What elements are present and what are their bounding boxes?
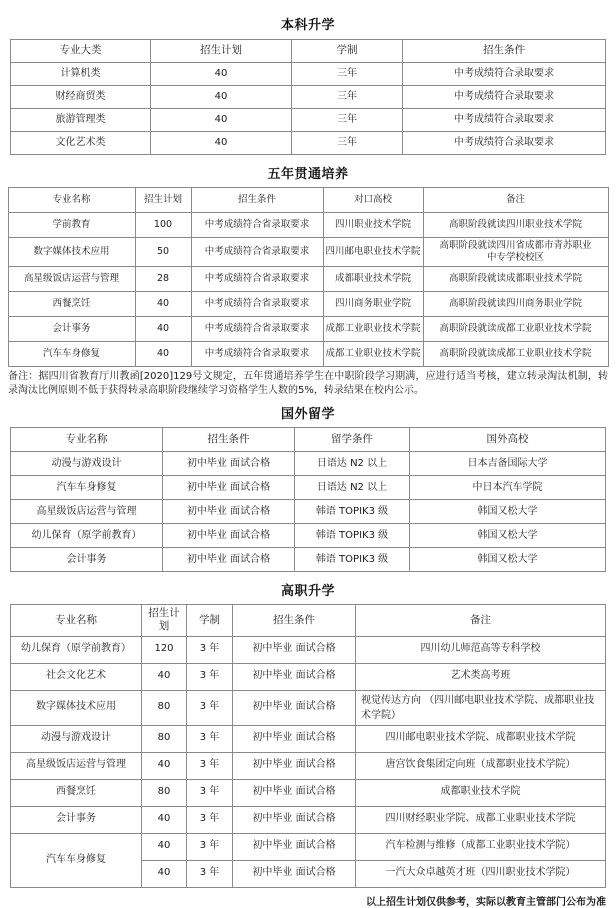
- cell-duration: 3 年: [187, 725, 233, 752]
- cell-condition: 中考成绩符合录取要求: [403, 63, 606, 86]
- cell-remark: 四川幼儿师范高等专科学校: [356, 636, 606, 663]
- cell-condition: 初中毕业 面试合格: [233, 636, 356, 663]
- table-row: [11, 524, 606, 548]
- note-wunian-guantong: 备注：据四川省教育厅川教函[2020]129号文规定，五年贯通培养学生在中职阶段学习期满，应进行适当考核，建立转录淘汰机制，转录淘汰比例原则不低于获得转录高职阶段继续学习资格学生人数的5%，转录结果在校内公示。: [8, 370, 608, 396]
- table-row: [11, 63, 606, 86]
- table-header-row: [11, 40, 606, 63]
- cell-plan: 80: [142, 725, 187, 752]
- cell-foreign-college: 韩国又松大学: [410, 548, 606, 572]
- cell-major: 高星级饭店运营与管理: [11, 752, 142, 779]
- table-row: [8, 238, 608, 267]
- cell-major: 数字媒体技术应用: [8, 238, 135, 267]
- cell-major: 高星级饭店运营与管理: [11, 500, 163, 524]
- cell-condition: 初中毕业 面试合格: [233, 752, 356, 779]
- table-row: [11, 752, 606, 779]
- cell-major: 学前教育: [8, 213, 135, 238]
- cell-condition: 中考成绩符合省录取要求: [191, 316, 323, 341]
- cell-plan: 40: [142, 663, 187, 690]
- cell-foreign-college: 韩国又松大学: [410, 500, 606, 524]
- col-header-major: 专业名称: [11, 605, 142, 636]
- cell-major: 会计事务: [11, 548, 163, 572]
- cell-condition: 初中毕业 面试合格: [163, 524, 295, 548]
- cell-condition: 初中毕业 面试合格: [163, 548, 295, 572]
- cell-remark: 汽车检测与维修（成都工业职业技术学院）: [356, 833, 606, 860]
- cell-plan: 80: [142, 690, 187, 725]
- col-header-partner-college: 对口高校: [323, 188, 423, 213]
- table-row: [11, 109, 606, 132]
- cell-major: 幼儿保育（原学前教育）: [11, 524, 163, 548]
- footnote-gaozhi: 以上招生计划仅供参考，实际以教育主管部门公布为准: [366, 896, 606, 908]
- table-row: [11, 548, 606, 572]
- col-header-major: 专业名称: [8, 188, 135, 213]
- table-row: [11, 452, 606, 476]
- cell-plan: 40: [135, 316, 191, 341]
- cell-remark: 四川邮电职业技术学院、成都职业技术学院: [356, 725, 606, 752]
- table-header-row: [11, 605, 606, 636]
- table-row: [11, 476, 606, 500]
- col-header-condition: 招生条件: [163, 428, 295, 452]
- cell-remark: 高职阶段就读四川商务职业学院: [423, 291, 608, 316]
- table-gaozhi-shengxue: [10, 604, 606, 887]
- table-row: [11, 500, 606, 524]
- cell-plan: 120: [142, 636, 187, 663]
- table-row: [11, 663, 606, 690]
- cell-condition: 初中毕业 面试合格: [233, 806, 356, 833]
- cell-major: 会计事务: [8, 316, 135, 341]
- cell-plan: 50: [135, 238, 191, 267]
- cell-condition: 中考成绩符合省录取要求: [191, 266, 323, 291]
- cell-condition: 初中毕业 面试合格: [233, 833, 356, 860]
- cell-plan: 40: [142, 752, 187, 779]
- cell-partner-college: 成都职业技术学院: [323, 266, 423, 291]
- table-row: [11, 86, 606, 109]
- table-row: [8, 341, 608, 366]
- cell-major: 财经商贸类: [11, 86, 151, 109]
- cell-plan: 100: [135, 213, 191, 238]
- cell-plan: 28: [135, 266, 191, 291]
- cell-major: 西餐烹饪: [11, 779, 142, 806]
- cell-remark: 高职阶段就读成都工业职业技术学院: [423, 316, 608, 341]
- table-row: [8, 291, 608, 316]
- cell-plan: 40: [151, 63, 292, 86]
- cell-partner-college: 四川商务职业学院: [323, 291, 423, 316]
- cell-plan: 80: [142, 779, 187, 806]
- col-header-plan: 招生计划: [142, 605, 187, 636]
- table-row: [11, 725, 606, 752]
- cell-study-abroad-condition: 韩语 TOPIK3 级: [295, 548, 410, 572]
- cell-plan: 40: [142, 833, 187, 860]
- cell-study-abroad-condition: 日语达 N2 以上: [295, 452, 410, 476]
- cell-condition: 中考成绩符合省录取要求: [191, 238, 323, 267]
- table-row: [8, 213, 608, 238]
- cell-plan: 40: [151, 109, 292, 132]
- cell-major: 数字媒体技术应用: [11, 690, 142, 725]
- cell-remark: 高职阶段就读四川职业技术学院: [423, 213, 608, 238]
- cell-major: 汽车车身修复: [11, 833, 142, 887]
- cell-study-abroad-condition: 韩语 TOPIK3 级: [295, 524, 410, 548]
- cell-duration: 3 年: [187, 806, 233, 833]
- cell-foreign-college: 日本吉备国际大学: [410, 452, 606, 476]
- table-header-row: [8, 188, 608, 213]
- cell-condition: 中考成绩符合省录取要求: [191, 213, 323, 238]
- section-title-wunian: 五年贯通培养: [267, 167, 349, 182]
- cell-major: 高星级饭店运营与管理: [8, 266, 135, 291]
- cell-duration: 三年: [292, 132, 403, 155]
- cell-condition: 初中毕业 面试合格: [233, 779, 356, 806]
- cell-duration: 三年: [292, 109, 403, 132]
- table-benke-shengxue: [10, 39, 606, 155]
- cell-major: 文化艺术类: [11, 132, 151, 155]
- col-header-plan: 招生计划: [151, 40, 292, 63]
- table-row: [8, 266, 608, 291]
- cell-duration: 3 年: [187, 752, 233, 779]
- table-row: [11, 806, 606, 833]
- cell-condition: 初中毕业 面试合格: [233, 725, 356, 752]
- table-row: [8, 316, 608, 341]
- cell-major: 汽车车身修复: [8, 341, 135, 366]
- cell-major: 旅游管理类: [11, 109, 151, 132]
- cell-plan: 40: [135, 291, 191, 316]
- cell-major: 动漫与游戏设计: [11, 452, 163, 476]
- table-header-row: [11, 428, 606, 452]
- table-row: [11, 833, 606, 860]
- cell-duration: 3 年: [187, 860, 233, 887]
- cell-duration: 三年: [292, 63, 403, 86]
- cell-duration: 3 年: [187, 833, 233, 860]
- cell-major: 动漫与游戏设计: [11, 725, 142, 752]
- cell-duration: 3 年: [187, 690, 233, 725]
- cell-duration: 3 年: [187, 636, 233, 663]
- spacer: [0, 155, 616, 163]
- col-header-duration: 学制: [187, 605, 233, 636]
- cell-remark: 一汽大众卓越英才班（四川职业技术学院）: [356, 860, 606, 887]
- cell-remark: 高职阶段就读成都工业职业技术学院: [423, 341, 608, 366]
- cell-duration: 3 年: [187, 779, 233, 806]
- cell-duration: 三年: [292, 86, 403, 109]
- cell-major: 幼儿保育（原学前教育）: [11, 636, 142, 663]
- cell-duration: 3 年: [187, 663, 233, 690]
- cell-major: 计算机类: [11, 63, 151, 86]
- cell-foreign-college: 韩国又松大学: [410, 524, 606, 548]
- cell-partner-college: 成都工业职业技术学院: [323, 316, 423, 341]
- section-title-gaozhi: 高职升学: [280, 584, 335, 600]
- cell-condition: 初中毕业 面试合格: [233, 690, 356, 725]
- section-title-benke: 本科升学: [280, 18, 335, 33]
- cell-plan: 40: [135, 341, 191, 366]
- cell-condition: 初中毕业 面试合格: [233, 860, 356, 887]
- col-header-condition: 招生条件: [191, 188, 323, 213]
- col-header-major: 专业名称: [11, 428, 163, 452]
- col-header-major: 专业大类: [11, 40, 151, 63]
- cell-condition: 中考成绩符合录取要求: [403, 109, 606, 132]
- col-header-remark: 备注: [356, 605, 606, 636]
- cell-plan: 40: [142, 806, 187, 833]
- cell-partner-college: 四川职业技术学院: [323, 213, 423, 238]
- cell-remark: 成都职业技术学院: [356, 779, 606, 806]
- cell-remark: 艺术类高考班: [356, 663, 606, 690]
- col-header-duration: 学制: [292, 40, 403, 63]
- col-header-condition: 招生条件: [233, 605, 356, 636]
- table-guowai-liuxue: [10, 427, 606, 572]
- col-header-plan: 招生计划: [135, 188, 191, 213]
- cell-condition: 初中毕业 面试合格: [163, 452, 295, 476]
- cell-condition: 中考成绩符合省录取要求: [191, 291, 323, 316]
- col-header-remark: 备注: [423, 188, 608, 213]
- cell-remark: 视觉传达方向 （四川邮电职业技术学院、成都职业技术学院）: [356, 690, 606, 725]
- cell-remark: 唐宫饮食集团定向班（成都职业技术学院）: [356, 752, 606, 779]
- cell-major: 西餐烹饪: [8, 291, 135, 316]
- table-row: [11, 132, 606, 155]
- table-row: [11, 690, 606, 725]
- cell-condition: 初中毕业 面试合格: [163, 476, 295, 500]
- cell-partner-college: 四川邮电职业技术学院: [323, 238, 423, 267]
- top-spacer: [0, 0, 616, 14]
- cell-plan: 40: [151, 132, 292, 155]
- cell-partner-college: 成都工业职业技术学院: [323, 341, 423, 366]
- col-header-study-abroad-condition: 留学条件: [295, 428, 410, 452]
- cell-study-abroad-condition: 日语达 N2 以上: [295, 476, 410, 500]
- table-wunian-guantong: [8, 187, 609, 367]
- cell-remark: 高职阶段就读成都职业技术学院: [423, 266, 608, 291]
- cell-major: 社会文化艺术: [11, 663, 142, 690]
- cell-foreign-college: 中日本汽车学院: [410, 476, 606, 500]
- cell-remark: 高职阶段就读四川省成都市青苏职业中专学校校区: [423, 238, 608, 267]
- cell-major: 会计事务: [11, 806, 142, 833]
- cell-study-abroad-condition: 韩语 TOPIK3 级: [295, 500, 410, 524]
- cell-major: 汽车车身修复: [11, 476, 163, 500]
- section-title-guowai: 国外留学: [280, 407, 335, 423]
- col-header-foreign-college: 国外高校: [410, 428, 606, 452]
- cell-condition: 中考成绩符合录取要求: [403, 132, 606, 155]
- table-row: [11, 636, 606, 663]
- cell-plan: 40: [151, 86, 292, 109]
- cell-condition: 中考成绩符合省录取要求: [191, 341, 323, 366]
- cell-condition: 初中毕业 面试合格: [233, 663, 356, 690]
- cell-condition: 初中毕业 面试合格: [163, 500, 295, 524]
- cell-plan: 40: [142, 860, 187, 887]
- cell-remark: 四川财经职业学院、成都工业职业技术学院: [356, 806, 606, 833]
- table-row: [11, 779, 606, 806]
- cell-condition: 中考成绩符合录取要求: [403, 86, 606, 109]
- spacer: [0, 572, 616, 580]
- col-header-condition: 招生条件: [403, 40, 606, 63]
